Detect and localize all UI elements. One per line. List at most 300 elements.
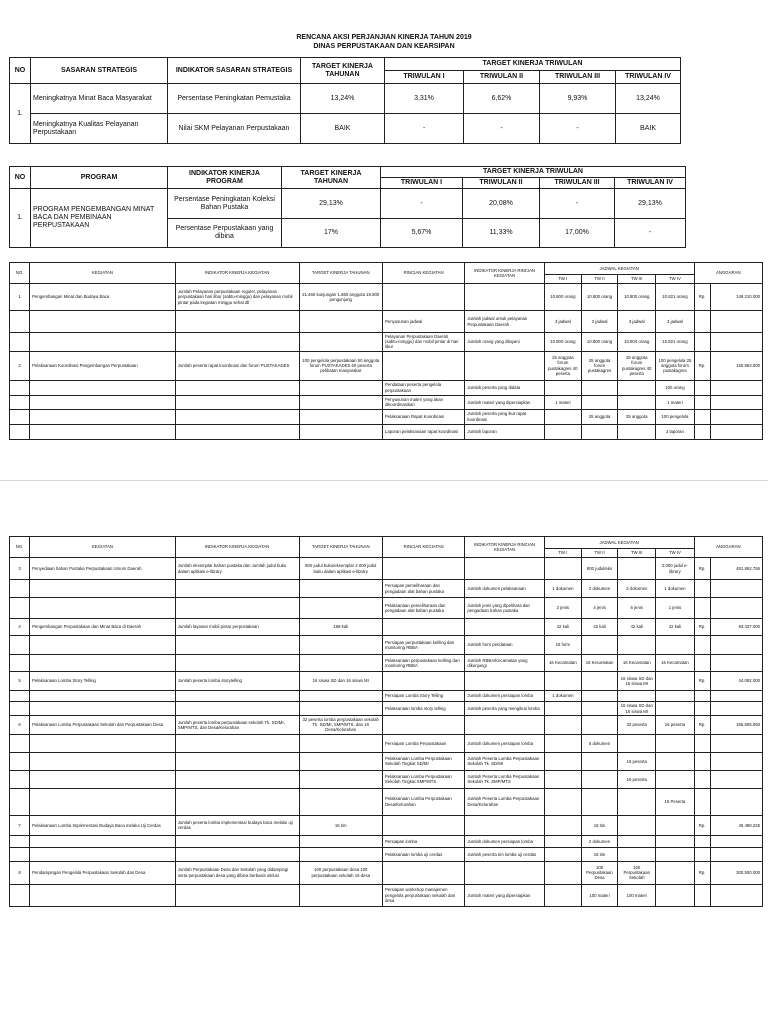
indikator-cell (175, 734, 299, 752)
indikator-rincian-cell (465, 861, 544, 884)
rincian-cell: Laporan pelaksanaan rapat koordinasi (382, 424, 464, 439)
tw2-cell: 11,33% (463, 219, 540, 248)
table-row (10, 380, 763, 395)
kegiatan-cell: Pelaksanaan Lomba Implementasi Budaya Baca melalui Uji Cerdas (30, 815, 176, 835)
row-number (10, 691, 30, 702)
indikator-cell: Persentase Peningkatan Pemustaka (168, 84, 301, 114)
tw3-cell: 3 jadwal (618, 311, 656, 333)
rincian-cell: Persiapan workshop manajemen pengelola perpustakaan sekolah dan desa (382, 884, 464, 906)
indikator-cell: Jumlah eksemplar bahan pustaka dan Jumlah judul buku dalam aplikasi e-library (175, 558, 299, 580)
col-header-indikator: INDIKATOR KINERJA KEGIATAN (175, 263, 299, 284)
anggaran-cell (710, 884, 762, 906)
target-cell: 21.460 kunjungan 1.660 anggota 19.800 pengunjung (299, 284, 382, 311)
row-number (10, 770, 30, 788)
rincian-cell: Pelaksanaan perpustakaan keliling dan monitoring RBBA (382, 655, 464, 672)
rincian-cell: Pelaksanaan Rapat Koordinasi (382, 409, 464, 424)
rincian-cell: Persiapan Lomba Story Telling (382, 691, 464, 702)
indikator-rincian-cell: Jumlah peserta tim lomba uji cerdas (465, 847, 544, 861)
col-header-tw2: TRIWULAN II (464, 71, 540, 84)
tw3-cell: 100 Perpustakaan Sekolah (618, 861, 656, 884)
tw4-cell (656, 702, 694, 716)
target-cell: 29,13% (282, 189, 381, 219)
indikator-cell (175, 380, 299, 395)
rincian-cell: Persiapan lomba (382, 835, 464, 847)
tw3-cell: 25 anggota forum pustakagres 40 peserta (618, 351, 656, 380)
row-number (10, 702, 30, 716)
col-header-no: NO (10, 58, 31, 84)
col-header-indikator-rincian: INDIKATOR KINERJA RINCIAN KEGIATAN (465, 263, 544, 284)
tw1-cell (544, 702, 581, 716)
col-header-tw4: TRIWULAN IV (615, 178, 686, 189)
tw4-cell: 1 jenis (656, 598, 694, 619)
rp-cell (694, 691, 710, 702)
rp-cell (694, 409, 710, 424)
kegiatan-table-2 (9, 536, 763, 907)
tw1-cell: 2 jenis (544, 598, 581, 619)
tw1-cell (544, 770, 581, 788)
tw4-cell (656, 672, 694, 691)
anggaran-cell (710, 655, 762, 672)
target-cell: 100 pengelola perpustakaan 50 anggota forum PUSTAKADES 60 peserta pelibatan masyarakat (299, 351, 382, 380)
target-cell: 16 tim (299, 815, 382, 835)
tw4-cell (656, 770, 694, 788)
target-cell (299, 702, 382, 716)
indikator-rincian-cell: Jumlah peserta yang mengikuti lomba (465, 702, 544, 716)
anggaran-cell: 93.427.000 (710, 619, 762, 636)
indikator-cell: Nilai SKM Pelayanan Perpustakaan (168, 114, 301, 144)
rincian-cell: Pelaksanaan pemeliharaan dan pengadaan alat bahan pustaka (382, 598, 464, 619)
tw1-cell (544, 558, 581, 580)
tw4-cell: 2.000 judul e-library (656, 558, 694, 580)
kegiatan-cell (30, 847, 176, 861)
indikator-cell: Jumlah Perpustakaan Desa dan Sekolah yang didampingi serta perpustakaan desa yang dibina berbasis inklusi (175, 861, 299, 884)
rincian-cell (382, 619, 464, 636)
rp-cell (694, 311, 710, 333)
col-header-tw3: TRIWULAN III (540, 71, 616, 84)
tw4-cell: 16 Kecamatan (656, 655, 694, 672)
tw4-cell: 100 pengelola (656, 409, 694, 424)
tw1-cell (544, 409, 581, 424)
table-row (10, 672, 763, 691)
rincian-cell (382, 351, 464, 380)
tw1-cell: - (381, 189, 463, 219)
rincian-cell (382, 284, 464, 311)
tw1-cell: 42 kali (544, 619, 581, 636)
tw4-cell (656, 815, 694, 835)
document-title: RENCANA AKSI PERJANJIAN KINERJA TAHUN 2019 (296, 34, 472, 41)
indikator-cell (175, 835, 299, 847)
indikator-cell (175, 702, 299, 716)
kegiatan-cell: Pelaksanaan Lomba Perpustakaan Sekolah dan Perpustakaan Desa (30, 716, 176, 735)
col-header-indikator: INDIKATOR KINERJA PROGRAM (168, 167, 282, 189)
col-header-tw1: TRIWULAN I (385, 71, 464, 84)
tw4-cell: 10.821 orang (656, 333, 694, 352)
tw4-cell: 1 dokumen (656, 580, 694, 598)
tw1-cell: 1 dokumen (544, 580, 581, 598)
table-row (10, 770, 763, 788)
anggaran-cell (710, 636, 762, 655)
col-header-tw2: TW II (581, 549, 617, 558)
row-number (10, 409, 30, 424)
kegiatan-cell: Pelaksanaan Lomba Story Telling (30, 672, 176, 691)
program-cell: PROGRAM PENGEMBANGAN MINAT BACA DAN PEMBINAAN PERPUSTAKAAN (31, 189, 168, 248)
tw4-cell (656, 752, 694, 770)
rp-cell: Rp. (694, 672, 710, 691)
rincian-cell: Pelaksanaan Lomba Perpustakaan Sekolah Tingkat SMP/MTS (382, 770, 464, 788)
indikator-rincian-cell: Jumlah jadwal untuk pelayanan Perpustakaan Daerah (465, 311, 544, 333)
tw3-cell: 42 kali (618, 619, 656, 636)
indikator-cell (175, 598, 299, 619)
tw2-cell (581, 716, 617, 735)
indikator-rincian-cell: Jumlah Peserta Lomba Perpustakaan Sekolah Tk. SMP/MTS (465, 770, 544, 788)
rincian-cell: Persiapan Lomba Perpustakaan (382, 734, 464, 752)
tw1-cell (544, 815, 581, 835)
indikator-rincian-cell (465, 619, 544, 636)
tw2-cell: 800 judul/eks (581, 558, 617, 580)
tw3-cell: 16 peserta (618, 770, 656, 788)
target-cell (299, 752, 382, 770)
indikator-rincian-cell: Jumlah laporan (465, 424, 544, 439)
rincian-cell (382, 558, 464, 580)
target-cell (299, 636, 382, 655)
anggaran-cell (710, 380, 762, 395)
tw3-cell: 17,00% (540, 219, 615, 248)
indikator-cell (175, 580, 299, 598)
table-row (10, 558, 763, 580)
tw2-cell: 100 Perpustakaan Desa (581, 861, 617, 884)
table-row (10, 114, 681, 144)
rp-cell: Rp. (694, 351, 710, 380)
tw4-cell: 42 kali (656, 619, 694, 636)
tw1-cell (544, 835, 581, 847)
tw4-cell (656, 734, 694, 752)
target-cell (299, 409, 382, 424)
tw1-cell (544, 672, 581, 691)
row-number (10, 395, 30, 409)
rincian-cell (382, 672, 464, 691)
target-cell: 800 judul buku/eksemplar 2.000 judul buku dalam aplikasi e-library (299, 558, 382, 580)
kegiatan-cell (30, 691, 176, 702)
table-row (10, 815, 763, 835)
col-header-tw1: TW I (544, 275, 581, 284)
rincian-cell: Persiapan perpustakaan keliling dan monitoring RBBA (382, 636, 464, 655)
row-number (10, 636, 30, 655)
tw3-cell: 6 jenis (618, 598, 656, 619)
target-cell: 17% (282, 219, 381, 248)
table-row (10, 284, 763, 311)
tw1-cell (544, 788, 581, 815)
table-row (10, 189, 686, 219)
tw4-cell (656, 861, 694, 884)
sasaran-strategis-table (9, 57, 681, 144)
indikator-cell (175, 333, 299, 352)
tw3-cell (618, 788, 656, 815)
col-header-tw3: TRIWULAN III (540, 178, 615, 189)
target-cell: 16 siswa SD dan 16 siswa MI (299, 672, 382, 691)
tw3-cell (618, 395, 656, 409)
anggaran-cell: 49.488.225 (710, 815, 762, 835)
rp-cell (694, 636, 710, 655)
indikator-cell: Jumlah peserta lomba storytelling (175, 672, 299, 691)
col-header-kegiatan: KEGIATAN (30, 263, 176, 284)
table-row (10, 861, 763, 884)
rp-cell (694, 788, 710, 815)
row-number: 4 (10, 619, 30, 636)
rincian-cell: Pendataan peserta pengelola perpustakaan (382, 380, 464, 395)
rp-cell (694, 770, 710, 788)
target-cell: 168 kali (299, 619, 382, 636)
rincian-cell: Pelayanan Perpustakaan Daerah (sabtu-minggu) dan mobil pintar di hari libur (382, 333, 464, 352)
tw4-cell: 2 laporan (656, 424, 694, 439)
rincian-cell: Pelaksanaan Lomba Perpustakaan Desa/Kelurahan (382, 788, 464, 815)
table-row (10, 716, 763, 735)
rp-cell (694, 752, 710, 770)
program-table (9, 166, 686, 248)
kegiatan-cell (30, 424, 176, 439)
rp-cell (694, 734, 710, 752)
table-row (10, 424, 763, 439)
rp-cell: Rp. (694, 619, 710, 636)
tw4-cell: BAIK (616, 114, 681, 144)
tw2-cell: 42 kali (581, 619, 617, 636)
tw4-cell (656, 884, 694, 906)
indikator-cell (175, 788, 299, 815)
tw4-cell: 13,24% (616, 84, 681, 114)
tw3-cell: 16 Kecamatan (618, 655, 656, 672)
indikator-cell: Persentase Perpustakaan yang dibina (168, 219, 282, 248)
anggaran-cell (710, 702, 762, 716)
kegiatan-cell (30, 636, 176, 655)
target-cell (299, 598, 382, 619)
indikator-rincian-cell: Jumlah Peserta Lomba Perpustakaan Desa/Kelurahan (465, 788, 544, 815)
rp-cell (694, 655, 710, 672)
target-cell (299, 580, 382, 598)
indikator-cell (175, 752, 299, 770)
tw2-cell (581, 424, 617, 439)
row-number (10, 752, 30, 770)
indikator-rincian-cell: Jumlah dokumen persiapan lomba (465, 734, 544, 752)
kegiatan-cell (30, 333, 176, 352)
rp-cell (694, 884, 710, 906)
indikator-rincian-cell (465, 558, 544, 580)
anggaran-cell (710, 770, 762, 788)
col-header-target: TARGET KINERJA TAHUNAN (282, 167, 381, 189)
tw2-cell: - (464, 114, 540, 144)
tw3-cell: 32 peserta (618, 716, 656, 735)
tw2-cell: 3 jadwal (581, 311, 617, 333)
row-number (10, 424, 30, 439)
tw3-cell: 25 anggota (618, 409, 656, 424)
tw1-cell (544, 424, 581, 439)
kegiatan-table-1 (9, 262, 763, 440)
anggaran-cell (710, 424, 762, 439)
tw2-cell: 25 anggota (581, 409, 617, 424)
tw4-cell: 10.821 orang (656, 284, 694, 311)
anggaran-cell (710, 835, 762, 847)
col-header-rincian: RINCIAN KEGIATAN (382, 537, 464, 558)
rincian-cell (382, 861, 464, 884)
tw3-cell (618, 815, 656, 835)
anggaran-cell: 149.210.000 (710, 284, 762, 311)
tw1-cell (544, 380, 581, 395)
indikator-cell (175, 409, 299, 424)
anggaran-cell (710, 311, 762, 333)
tw2-cell (581, 395, 617, 409)
tw2-cell: 10.800 orang (581, 333, 617, 352)
rp-cell (694, 395, 710, 409)
tw1-cell: 16 Kecamatan (544, 655, 581, 672)
indikator-rincian-cell: Jumlah peserta yang ikut rapat koordinasi (465, 409, 544, 424)
sasaran-cell: Meningkatnya Kualitas Pelayanan Perpustakaan (31, 114, 168, 144)
tw2-cell (581, 636, 617, 655)
kegiatan-cell (30, 655, 176, 672)
tw4-cell: 100 pengelola 25 anggota forum pustakagres (656, 351, 694, 380)
tw4-cell: 16 Peserta (656, 788, 694, 815)
anggaran-cell (710, 847, 762, 861)
tw1-cell: 25 anggota forum pustakagres 40 peserta (544, 351, 581, 380)
anggaran-cell (710, 734, 762, 752)
table-row (10, 847, 763, 861)
tw2-cell: 10.800 orang (581, 284, 617, 311)
indikator-cell (175, 691, 299, 702)
indikator-rincian-cell: Jumlah materi yang dipersiapkan (465, 884, 544, 906)
tw1-cell (544, 884, 581, 906)
tw2-cell: 6,62% (464, 84, 540, 114)
tw2-cell (581, 380, 617, 395)
rp-cell (694, 333, 710, 352)
target-cell (299, 395, 382, 409)
indikator-cell: Persentase Peningkatan Koleksi Bahan Pustaka (168, 189, 282, 219)
table-row (10, 636, 763, 655)
col-header-rincian: RINCIAN KEGIATAN (382, 263, 464, 284)
kegiatan-cell: Pelaksanaan Koordinasi Pengembangan Perpustakaan (30, 351, 176, 380)
rincian-cell: Persiapan pemeliharaan dan pengadaan alat bahan pustaka (382, 580, 464, 598)
row-number (10, 835, 30, 847)
col-header-kegiatan: KEGIATAN (30, 537, 176, 558)
kegiatan-cell (30, 770, 176, 788)
target-cell (299, 734, 382, 752)
anggaran-cell (710, 598, 762, 619)
tw1-cell: 10.800 orang (544, 284, 581, 311)
table-row (10, 598, 763, 619)
kegiatan-cell (30, 580, 176, 598)
indikator-rincian-cell (465, 716, 544, 735)
kegiatan-cell (30, 788, 176, 815)
indikator-cell: Jumlah peserta lomba perpustakaan sekolah Tk. SD/MI, SMP/MTS, dan Desa/Kelurahan (175, 716, 299, 735)
col-header-jadwal: JADWAL KEGIATAN (544, 537, 694, 549)
kegiatan-cell: Pendampingan Pengelola Perpustakaan Sekolah dan Desa (30, 861, 176, 884)
rp-cell: Rp. (694, 284, 710, 311)
tw3-cell (618, 558, 656, 580)
tw2-cell: 2 dokumen (581, 835, 617, 847)
indikator-rincian-cell: Jumlah form pendataan (465, 636, 544, 655)
anggaran-cell (710, 788, 762, 815)
col-header-tw3: TW III (618, 549, 656, 558)
row-number: 2 (10, 351, 30, 380)
col-header-tw2: TRIWULAN II (463, 178, 540, 189)
page-separator (0, 480, 768, 507)
tw1-cell (544, 847, 581, 861)
anggaran-cell: 481.862.755 (710, 558, 762, 580)
table-row (10, 691, 763, 702)
rincian-cell: Pelaksanaan lomba story telling (382, 702, 464, 716)
tw2-cell: 2 dokumen (581, 580, 617, 598)
tw2-cell: 100 materi (581, 884, 617, 906)
tw2-cell (581, 752, 617, 770)
kegiatan-cell (30, 835, 176, 847)
table-row (10, 835, 763, 847)
rincian-cell: Penyusunan jadwal (382, 311, 464, 333)
row-number: 1 (10, 284, 30, 311)
tw4-cell (656, 636, 694, 655)
tw1-cell: 1 dokumen (544, 691, 581, 702)
col-header-tw4: TW IV (656, 275, 694, 284)
rp-cell: Rp. (694, 815, 710, 835)
target-cell (299, 847, 382, 861)
rp-cell (694, 847, 710, 861)
tw3-cell: 16 peserta (618, 752, 656, 770)
indikator-rincian-cell: Jumlah dokumen pelaksanaan (465, 580, 544, 598)
table-row (10, 333, 763, 352)
anggaran-cell (710, 691, 762, 702)
indikator-cell (175, 770, 299, 788)
kegiatan-cell: Pengembangan Perpustakaan dan Minat Baca di Daerah (30, 619, 176, 636)
rp-cell (694, 835, 710, 847)
tw3-cell: 100 materi (618, 884, 656, 906)
document-subtitle: DINAS PERPUSTAKAAN DAN KEARSIPAN (313, 43, 455, 50)
tw2-cell (581, 770, 617, 788)
row-number: 1. (10, 189, 31, 248)
tw1-cell: 1 materi (544, 395, 581, 409)
row-number: 6 (10, 716, 30, 735)
indikator-rincian-cell: Jumlah dokumen persiapan lomba (465, 691, 544, 702)
table-row (10, 580, 763, 598)
tw2-cell: 20,08% (463, 189, 540, 219)
rincian-cell: Pelaksanaan Lomba Perpustakaan Sekolah Tingkat SD/MI (382, 752, 464, 770)
row-number (10, 311, 30, 333)
tw2-cell (581, 702, 617, 716)
row-number: 8 (10, 861, 30, 884)
tw2-cell: 4 jenis (581, 598, 617, 619)
tw4-cell: 29,13% (615, 189, 686, 219)
tw1-cell: 3 jadwal (544, 311, 581, 333)
document-page-2 (0, 506, 768, 1024)
col-header-tw3: TW III (618, 275, 656, 284)
kegiatan-cell (30, 752, 176, 770)
target-cell (299, 424, 382, 439)
kegiatan-cell (30, 395, 176, 409)
indikator-rincian-cell: Jumlah jenis yang dipelihara dan pengadaan bahan pustaka (465, 598, 544, 619)
tw4-cell: 3 jadwal (656, 311, 694, 333)
row-number: 5 (10, 672, 30, 691)
tw3-cell (618, 691, 656, 702)
tw4-cell: 16 peserta (656, 716, 694, 735)
col-header-jadwal: JADWAL KEGIATAN (544, 263, 694, 275)
indikator-cell (175, 847, 299, 861)
rp-cell: Rp. (694, 558, 710, 580)
tw4-cell: - (615, 219, 686, 248)
table-row (10, 395, 763, 409)
tw3-cell: 3 dokumen (618, 580, 656, 598)
indikator-rincian-cell: Jumlah orang yang dilayani (465, 333, 544, 352)
indikator-cell (175, 636, 299, 655)
indikator-rincian-cell: Jumlah materi yang dipersiapkan (465, 395, 544, 409)
tw2-cell: 25 anggota forum pustakagres (581, 351, 617, 380)
rp-cell (694, 702, 710, 716)
tw3-cell (618, 380, 656, 395)
row-number (10, 847, 30, 861)
row-number: 7 (10, 815, 30, 835)
